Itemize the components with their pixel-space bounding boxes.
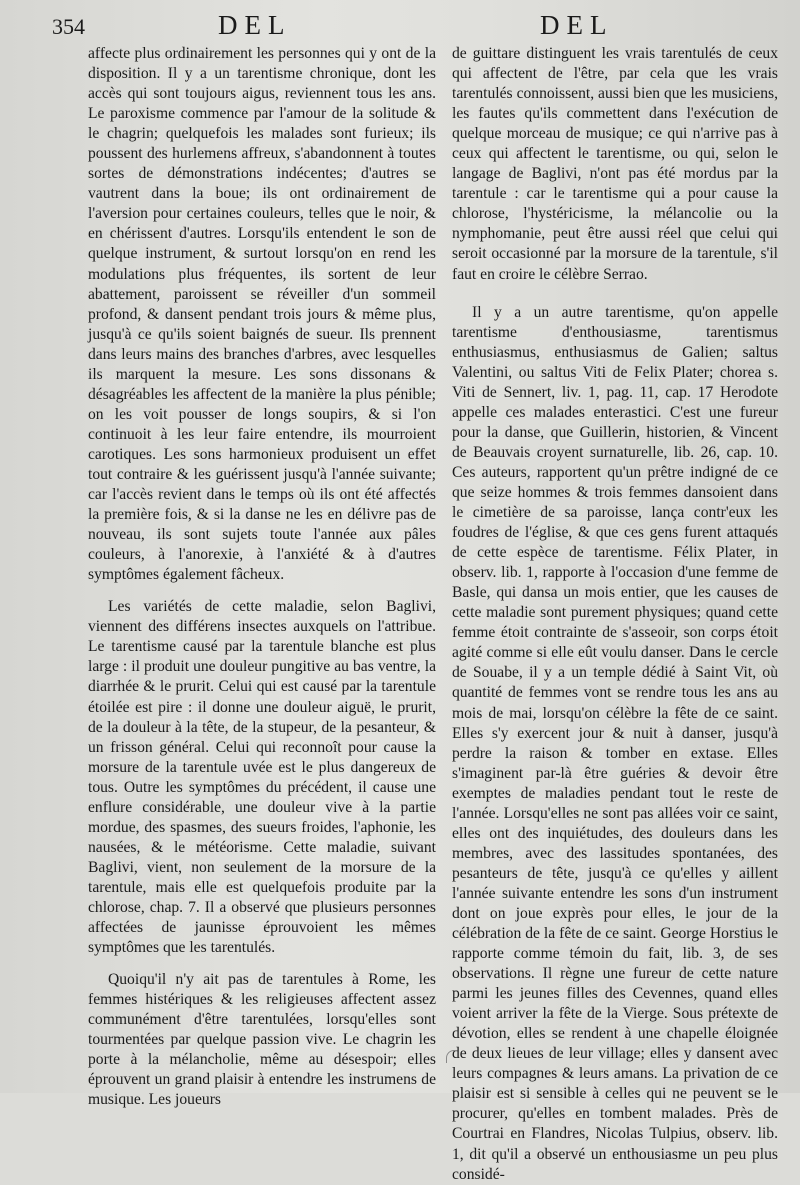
page-number: 354	[52, 14, 85, 39]
paragraph: de guittare distinguent les vrais tarentulés de ceux qui affectent de l'être, par cela que les vrais tarentulés connoissent, aussi bien que les musiciens, les fautes qu'ils commettent dans l'exécution de quelque morceau de musique; ce qui n'arrive pas à ceux qui affectent le tarentisme, ou qui, selon le langage de Baglivi, n'ont pas été mordus par la tarentule : car le tarentisme qui a pour cause la chlorose, l'hystéricisme, la mélancolie ou la nymphomanie, peut être aussi réel que celui qui seroit occasionné par la morsure de la tarentule, s'il faut en croire le célèbre Serrao.	[452, 45, 778, 283]
page-mark	[446, 1050, 457, 1063]
paragraph: affecte plus ordinairement les personnes qui y ont de la disposition. Il y a un tarentisme chronique, dont les accès qui sont toujours aigus, reviennent tous les ans. Le paroxisme commence par l'amour de la solitude & le chagrin; quelquefois les malades sont furieux; ils poussent des hurlemens affreux, s'abandonnent à toutes sortes de démonstrations indécentes; d'autres se vautrent dans la boue; ils ont ordinairement de l'aversion pour certaines couleurs, telles que le noir, & en chérissent d'autres. Lorsqu'ils entendent le son de quelque instrument, & surtout lorsqu'on en rend les modulations plus fréquentes, ils sortent de leur abattement, paroissent se réveiller d'un sommeil profond, & dansent pendant trois jours & même plus, jusqu'à ce qu'ils soient baignés de sueur. Ils prennent dans leurs mains des branches d'arbres, avec lesquelles ils marquent la mesure. Les sons dissonans & désagréables les affectent de la manière la plus pénible; on les voit pousser de longs soupirs, & si l'on continuoit à les leur faire entendre, ils mourroient carotiques. Les sons harmonieux produisent un effet tout contraire & les guérissent jusqu'à l'année suivante; car l'accès revient dans le temps où ils ont été affectés la première fois, & si la danse ne les en délivre pas de nouveau, ils sont sujets toute l'année aux pâles couleurs, à l'anorexie, à l'anxiété & à d'autres symptômes également fâcheux.	[88, 45, 436, 584]
paragraph: Les variétés de cette maladie, selon Baglivi, viennent des différens insectes auxquels on l'attribue. Le tarentisme causé par la tarentule blanche est plus large : il produit une douleur pungitive au bas ventre, la diarrhée & le prurit. Celui qui est causé par la tarentule étoilée est pire : il donne une douleur aiguë, le prurit, de la douleur à la tête, de la stupeur, de la pesanteur, & un frisson général. Celui qui reconnoît pour cause la morsure de la tarentule uvée est le plus dangereux de tous. Outre les symptômes du précédent, il cause une enflure considérable, une douleur vive à la partie mordue, des spasmes, des sueurs froides, l'aphonie, les nausées, & le météorisme. Cette maladie, suivant Baglivi, vient, non seulement de la morsure de la tarentule, mais elle est quelquefois produite par la chlorose, chap. 7. Il a observé que plusieurs personnes affectées de jaunisse éprouvoient les mêmes symptômes que les tarentulés.	[88, 598, 436, 957]
right-column	[452, 44, 778, 1185]
paragraph: Quoiqu'il n'y ait pas de tarentules à Rome, les femmes histériques & les religieuses affectent assez communément d'être tarentulées, lorsqu'elles sont tourmentées par quelque passion vive. Le chagrin les porte à la mélancholie, même au désespoir; elles éprouvent un grand plaisir à entendre les instrumens de musique. Les joueurs	[88, 971, 436, 1109]
running-head-right: DEL	[540, 10, 614, 40]
running-head-left: DEL	[218, 10, 292, 40]
paragraph: Il y a un autre tarentisme, qu'on appelle tarentisme d'enthousiasme, tarentismus enthusiasmus, enthusiasmus de Galien; saltus Valentini, ou saltus Viti de Felix Plater; chorea s. Viti de Sennert, liv. 1, pag. 11, cap. 17 Herodote appelle ces malades enterastici. C'est une fureur pour la danse, que Guillerin, historien, & Vincent de Beauvais croyent surnaturelle, lib. 26, cap. 10. Ces auteurs, rapportent qu'un prêtre indigné de ce que seize hommes & trois femmes dansoient dans le cimetière de sa paroisse, lança contr'eux les foudres de l'église, & que ces gens furent attaqués de cette espèce de tarentisme. Félix Plater, in observ. lib. 1, rapporte à l'occasion d'une femme de Basle, qui dansa un mois entier, que les causes de cette maladie sont purement physiques; quand cette femme étoit contrainte de s'asseoir, son corps étoit agité comme si elle eût voulu danser. Dans le cercle de Souabe, il y a un temple dédié à Saint Vit, où quantité de femmes vont se rendre tous les ans au mois de mai, lorsqu'on célèbre la fête de ce saint. Elles s'y exercent jour & nuit à danser, jusqu'à perdre la raison & tomber en extase. Elles s'imaginent par-là être guéries & devoir être exemptes de maladies pendant tout le reste de l'année. Lorsqu'elles ne sont pas allées voir ce saint, elles ont des inquiétudes, des douleurs dans les membres, avec des lassitudes spontanées, des pesanteurs de tête, jusqu'à ce qu'elles y aillent l'année suivante entendre les sons d'un instrument dont on joue exprès pour elles, le jour de la célébration de la fête de ce saint. George Horstius le rapporte comme témoin du fait, lib. 3, de ses observations. Il règne une fureur de cette nature parmi les jeunes filles des Cevennes, quand elles voient arriver la fête de la Vierge. Sous prétexte de dévotion, elles se rendent à une chapelle éloignée de deux lieues de leur village; elles y dansent avec leurs compagnes & leurs amans. La privation de ce plaisir est si sensible à celles qui ne peuvent se le procurer, qu'elles en tombent malades. Près de Courtrai en Flandres, Nicolas Tulpius, observ. lib. 1, dit qu'il a observé un enthousiasme un peu plus considé-	[452, 303, 778, 1183]
left-column	[88, 44, 436, 1110]
page-header	[0, 6, 800, 40]
